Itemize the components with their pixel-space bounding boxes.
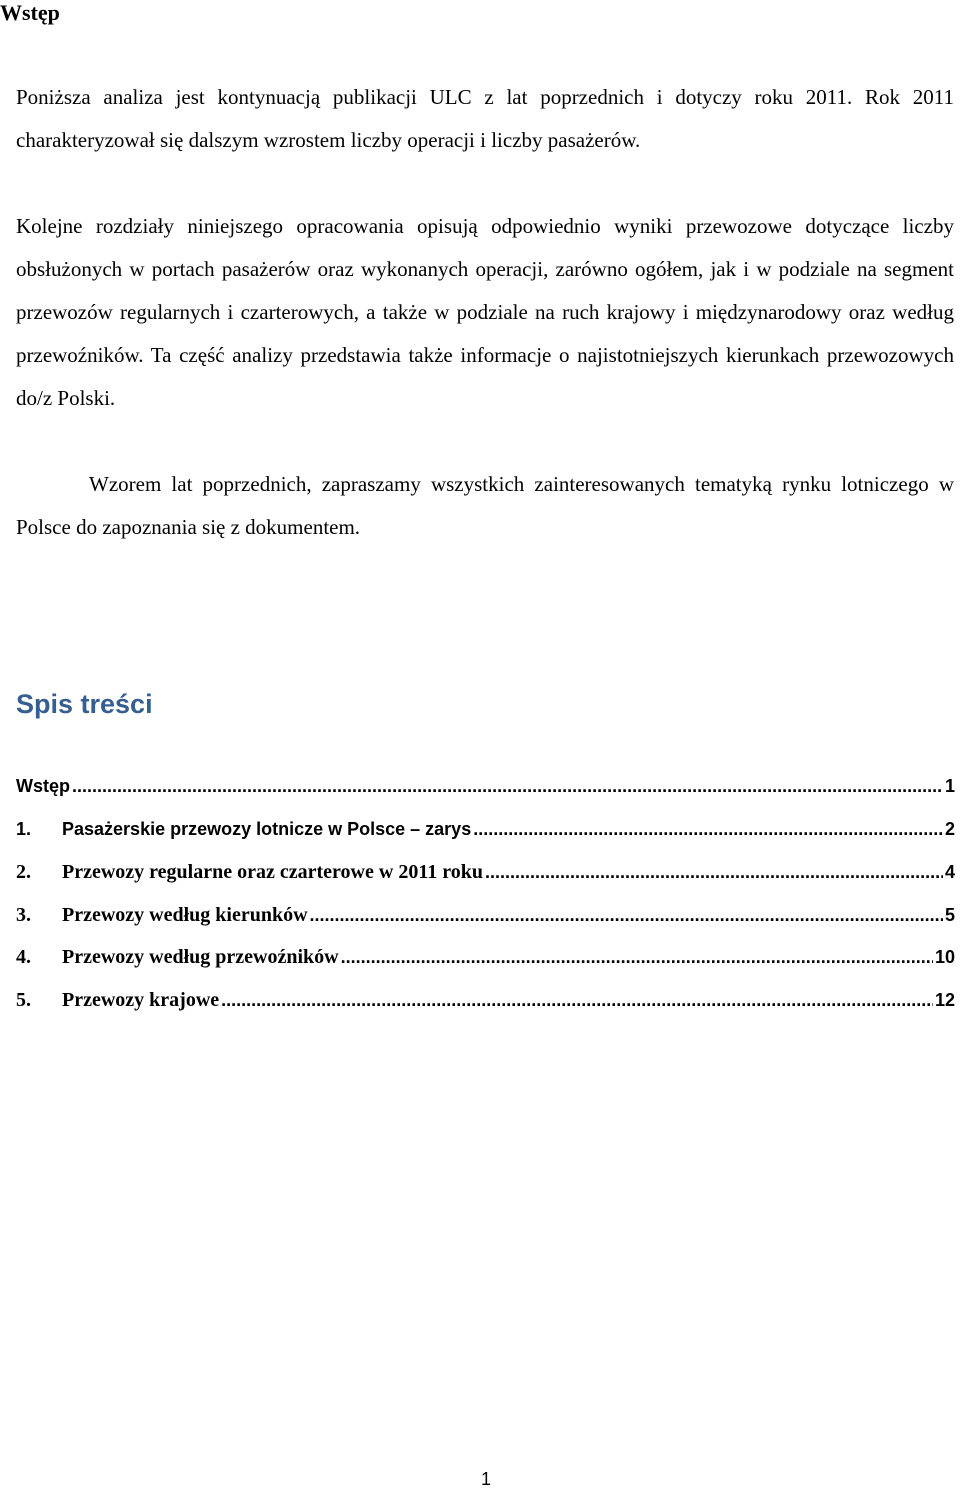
toc-dot-leader	[221, 990, 933, 1011]
page-number: 1	[480, 1469, 491, 1489]
toc-entry-number: 4.	[16, 946, 31, 969]
toc-dot-leader	[341, 947, 933, 968]
toc-entry-number: 1.	[16, 818, 32, 839]
toc-entry-wstep[interactable]	[16, 776, 955, 819]
toc-entry-page: 2	[944, 818, 955, 839]
toc-entry-page: 4	[944, 862, 955, 883]
toc-entry-title: Wstęp	[16, 776, 70, 796]
toc-entry-title: Przewozy według przewoźników	[62, 946, 339, 969]
toc-entry-title: Przewozy krajowe	[62, 988, 220, 1011]
toc-dot-leader	[473, 819, 943, 840]
table-of-contents	[16, 776, 955, 1032]
toc-entry-4[interactable]	[16, 946, 955, 989]
toc-entry-title: Przewozy regularne oraz czarterowe w 2011 roku	[62, 861, 483, 884]
toc-entry-3[interactable]	[16, 904, 955, 947]
intro-paragraph-3: Wzorem lat poprzednich, zapraszamy wszystkich zainteresowanych tematyką rynku lotniczego w Polsce do zapoznania się z dokumentem.	[16, 472, 954, 539]
toc-entry-5[interactable]	[16, 989, 955, 1032]
toc-entry-number: 2.	[16, 861, 31, 884]
section-heading: Wstęp	[0, 0, 60, 25]
toc-dot-leader	[72, 776, 943, 797]
toc-dot-leader	[310, 905, 943, 926]
toc-entry-page: 1	[944, 776, 955, 796]
toc-entry-title: Pasażerskie przewozy lotnicze w Polsce – zarys	[62, 818, 472, 839]
toc-entry-2[interactable]	[16, 861, 955, 904]
toc-heading: Spis treści	[16, 689, 153, 719]
toc-entry-1[interactable]	[16, 819, 955, 862]
toc-entry-page: 10	[934, 947, 955, 968]
toc-entry-number: 3.	[16, 903, 31, 926]
toc-entry-page: 12	[934, 989, 955, 1010]
intro-paragraph-1: Poniższa analiza jest kontynuacją publikacji ULC z lat poprzednich i dotyczy roku 2011. Rok 2011 charakteryzował się dalszym wzrostem liczby operacji i liczby pasażerów.	[16, 85, 954, 152]
intro-paragraph-2: Kolejne rozdziały niniejszego opracowania opisują odpowiednio wyniki przewozowe dotyczące liczby obsłużonych w portach pasażerów oraz wykonanych operacji, zarówno ogółem, jak i w podziale na segment przewozów regularnych i czarterowych, a także w podziale na ruch krajowy i międzynarodowy oraz według przewoźników. Ta część analizy przedstawia także informacje o najistotniejszych kierunkach przewozowych do/z Polski.	[16, 214, 954, 410]
toc-entry-number: 5.	[16, 988, 31, 1011]
toc-entry-title: Przewozy według kierunków	[62, 903, 308, 926]
toc-dot-leader	[485, 862, 943, 883]
toc-entry-page: 5	[944, 904, 955, 925]
